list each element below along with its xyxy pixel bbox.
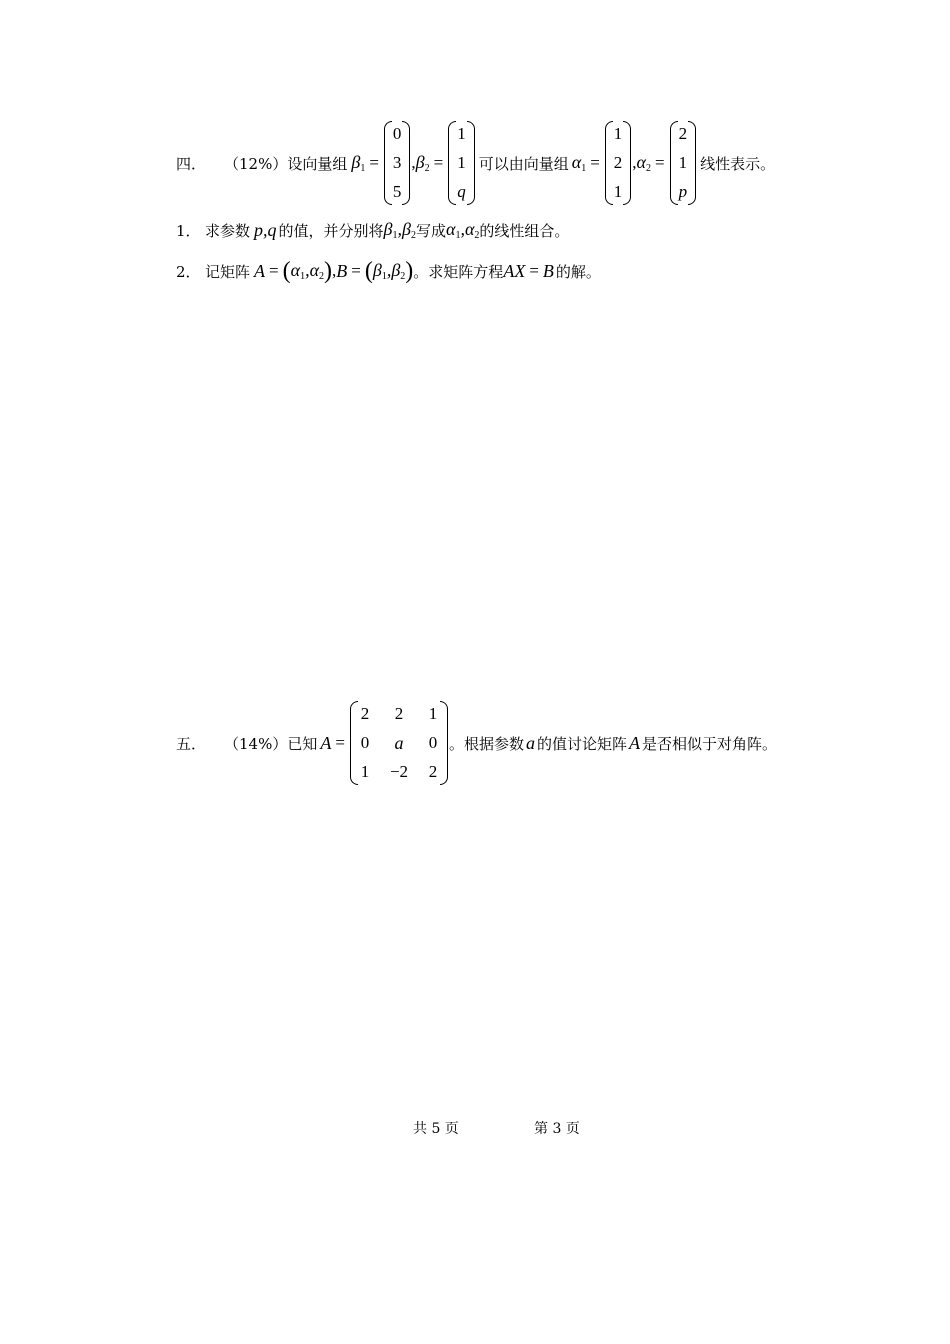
- alpha1-symbol: $\alpha_1$: [571, 152, 587, 174]
- vector-beta2: 1 1 q: [448, 121, 475, 205]
- q4-mid-text: 可以由向量组: [478, 154, 569, 173]
- q4-item-1: 1． 求参数 p,q 的值，并分别将 $\beta_1,\beta_2$ 写成 $\alpha_1,\alpha_2$ 的线性组合。: [176, 219, 570, 241]
- alpha2-symbol: $\alpha_2$: [636, 152, 651, 174]
- q4-item-2: 2． 记矩阵 A = ( $\alpha_1,\alpha_2$ ) , B = ( $\beta_1,\beta_2$ ) 。求矩阵方程 AX = B 的解。: [176, 257, 601, 284]
- q4-end-text: 线性表示。: [700, 154, 776, 173]
- q4-number: 四．: [176, 154, 207, 173]
- beta2-symbol: $\beta_2$: [415, 152, 430, 174]
- q4-statement: 四． （12%）设向量组 $\beta_1$ = 0 3 5 , $\beta_2$ = 1 1 q 可以由向量组 $\alpha_1$ = 1 2 1 , $\alpha_2$ = 2 1 p 线性表示。: [176, 118, 775, 208]
- vector-beta1: 0 3 5: [384, 121, 411, 205]
- footer-total-pages: 共 5 页: [413, 1121, 459, 1137]
- q5-statement: 五． （14%）已知 A = 2 2 1 0 a 0 1 −2 2 。根据参数 a 的值讨论矩阵 A 是否相似于对角阵。: [176, 698, 777, 788]
- footer-page-number: 第 3 页: [534, 1121, 580, 1137]
- beta1-symbol: $\beta_1$: [351, 152, 366, 174]
- q5-score-text: （14%）已知: [224, 734, 318, 753]
- vector-alpha2: 2 1 p: [670, 121, 697, 205]
- vector-alpha1: 1 2 1: [605, 121, 632, 205]
- matrix-A: 2 2 1 0 a 0 1 −2 2: [350, 701, 448, 785]
- q5-number: 五．: [176, 734, 207, 753]
- q4-score-text: （12%）设向量组: [224, 154, 348, 173]
